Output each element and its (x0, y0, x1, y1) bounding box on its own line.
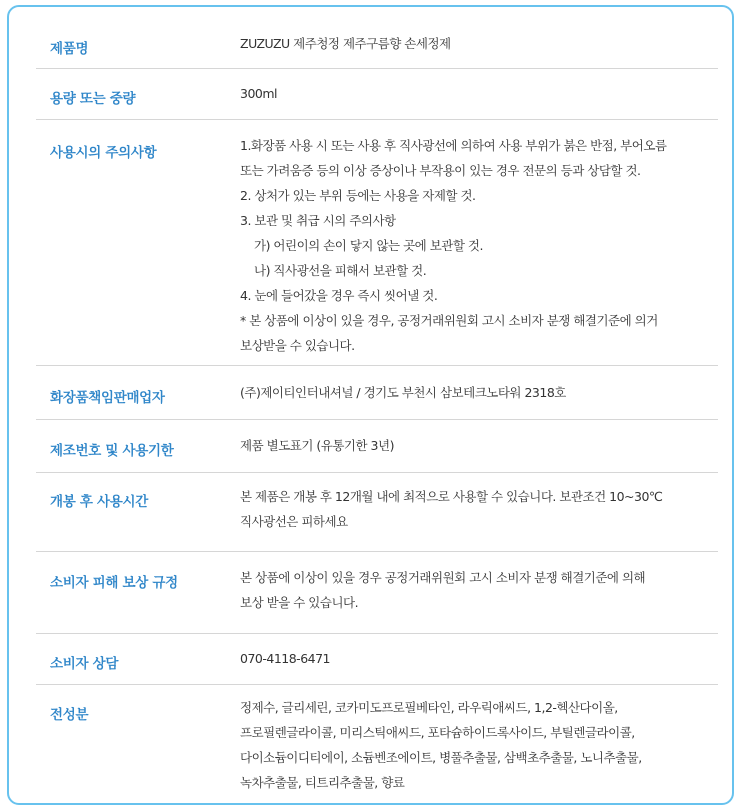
value-line: (주)제이티인터내셔널 / 경기도 부천시 삼보테크노타워 2318호 (240, 385, 566, 400)
row-label: 소비자 피해 보상 규정 (50, 575, 178, 591)
row-value (240, 133, 710, 358)
row-compensation (36, 552, 718, 634)
row-label: 화장품책임판매업자 (50, 390, 165, 406)
row-value (240, 31, 710, 56)
row-label: 소비자 상담 (50, 656, 119, 672)
row-label: 사용시의 주의사항 (50, 145, 157, 161)
row-value (240, 565, 710, 615)
row-volume (36, 69, 718, 120)
value-line: 제품 별도표기 (유통기한 3년) (240, 438, 394, 453)
row-label: 제조번호 및 사용기한 (50, 443, 174, 459)
value-line: 또는 가려움증 등의 이상 증상이나 부작용이 있는 경우 전문의 등과 상담할 것. (240, 163, 641, 178)
row-consumer-contact (36, 634, 718, 685)
row-ingredients (36, 685, 718, 803)
row-batch-expiry (36, 420, 718, 473)
row-label: 개봉 후 사용시간 (50, 494, 148, 510)
row-precautions (36, 120, 718, 366)
value-line: 2. 상처가 있는 부위 등에는 사용을 자제할 것. (240, 188, 476, 203)
row-responsible-seller (36, 366, 718, 420)
row-label: 제품명 (50, 41, 89, 57)
value-line: 직사광선은 피하세요 (240, 514, 348, 529)
row-label: 용량 또는 중량 (50, 91, 136, 107)
value-line: 보상 받을 수 있습니다. (240, 595, 359, 610)
value-line: 정제수, 글리세린, 코카미도프로필베타인, 라우릭애씨드, 1,2-헥산다이올, (240, 700, 618, 715)
row-label: 전성분 (50, 707, 89, 723)
row-value (240, 646, 710, 671)
value-line: ZUZUZU 제주청정 제주구름향 손세정제 (240, 36, 451, 51)
value-line: 본 제품은 개봉 후 12개월 내에 최적으로 사용할 수 있습니다. 보관조건 10~30℃ (240, 489, 663, 504)
row-value (240, 380, 710, 405)
value-line: 보상받을 수 있습니다. (240, 338, 355, 353)
value-line: 가) 어린이의 손이 닿지 않는 곳에 보관할 것. (254, 238, 483, 253)
value-line: 본 상품에 이상이 있을 경우 공정거래위원회 고시 소비자 분쟁 해결기준에 의해 (240, 570, 646, 585)
value-line: 녹차추출물, 티트리추출물, 향료 (240, 775, 405, 790)
value-line: 070-4118-6471 (240, 651, 331, 666)
value-line: 300ml (240, 86, 278, 101)
value-line: * 본 상품에 이상이 있을 경우, 공정거래위원회 고시 소비자 분쟁 해결기준에 의거 (240, 313, 658, 328)
row-value (240, 433, 710, 458)
row-after-opening (36, 473, 718, 552)
value-line: 1.화장품 사용 시 또는 사용 후 직사광선에 의하여 사용 부위가 붉은 반점, 부어오름 (240, 138, 667, 153)
product-info-panel (7, 5, 734, 805)
row-value (240, 695, 710, 795)
value-line: 다이소듐이디티에이, 소듐벤조에이트, 병풀추출물, 삼백초추출물, 노니추출물, (240, 750, 642, 765)
row-value (240, 81, 710, 106)
value-line: 4. 눈에 들어갔을 경우 즉시 씻어낼 것. (240, 288, 438, 303)
row-product-name (36, 19, 718, 69)
value-line: 프로필렌글라이콜, 미리스틱애씨드, 포타슘하이드록사이드, 부틸렌글라이콜, (240, 725, 635, 740)
value-line: 나) 직사광선을 피해서 보관할 것. (254, 263, 427, 278)
value-line: 3. 보관 및 취급 시의 주의사항 (240, 213, 396, 228)
row-value (240, 484, 710, 534)
